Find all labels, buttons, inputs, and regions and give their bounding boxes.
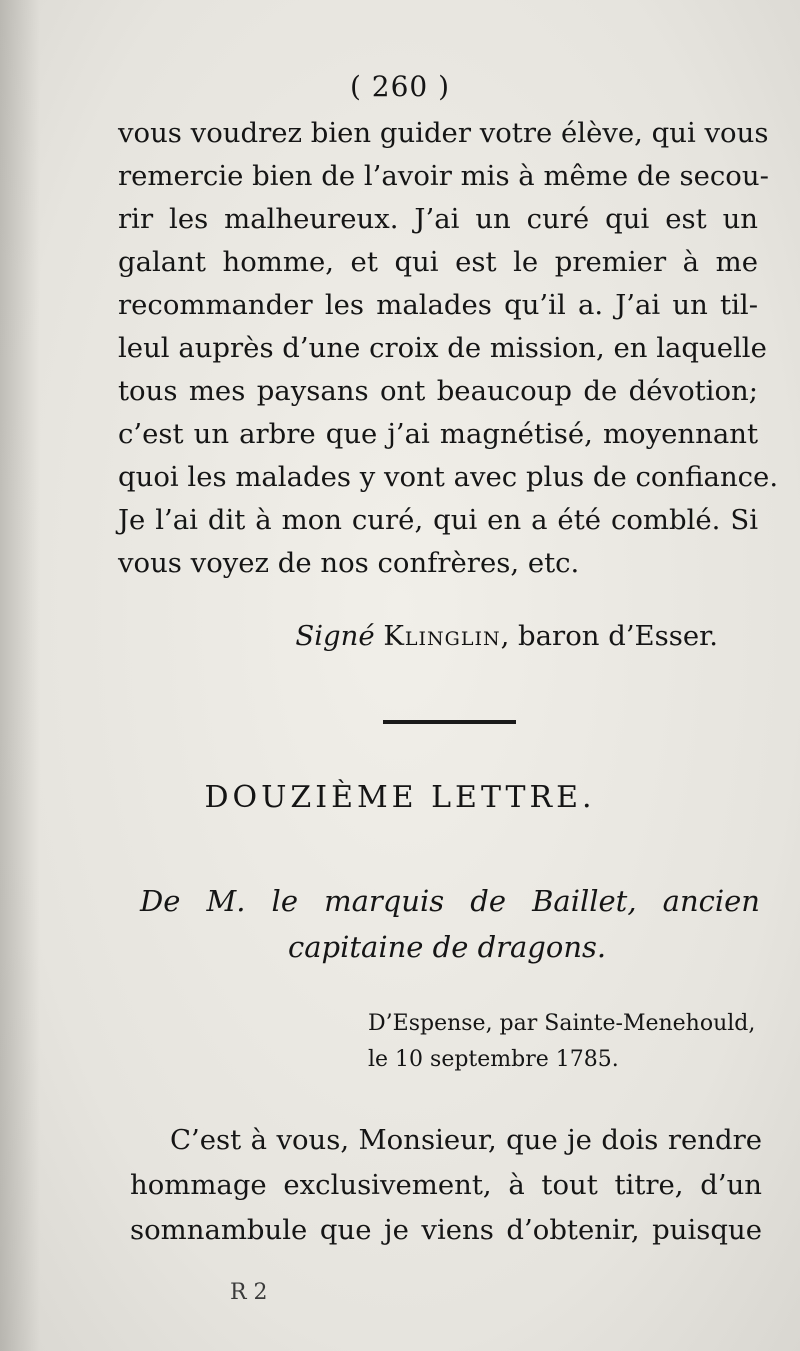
letter-signature <box>0 620 718 652</box>
sender-line: capitaine de dragons. <box>288 930 607 964</box>
page-gutter-shadow <box>0 0 40 1351</box>
text-line: somnambule que je viens d’obtenir, puisque <box>130 1214 762 1246</box>
section-divider <box>383 720 516 724</box>
letter-heading: DOUZIÈME LETTRE. <box>204 780 596 815</box>
sender-line: De M. le marquis de Baillet, ancien <box>140 884 760 918</box>
text-line: recommander les malades qu’il a. J’ai un til- <box>118 289 758 321</box>
dateline-date: le 10 septembre 1785. <box>368 1047 619 1072</box>
text-line: C’est à vous, Monsieur, que je dois rendre <box>170 1124 762 1156</box>
text-line: tous mes paysans ont beaucoup de dévotion; <box>118 375 758 407</box>
text-line: quoi les malades y vont avec plus de confiance. <box>118 461 779 493</box>
letter-dateline <box>368 1006 768 1078</box>
text-line: vous voudrez bien guider votre élève, qui vous <box>118 117 769 149</box>
paragraph-letter-start <box>130 1118 762 1253</box>
text-line: c’est un arbre que j’ai magnétisé, moyennant <box>118 418 758 450</box>
dateline-place: D’Espense, par Sainte-Menehould, <box>368 1011 756 1036</box>
text-line: leul auprès d’une croix de mission, en laquelle <box>118 332 767 364</box>
text-line: Je l’ai dit à mon curé, qui en a été comblé. Si <box>118 504 758 536</box>
paragraph-letter-end <box>118 112 779 585</box>
page-number: ( 260 ) <box>349 70 451 103</box>
signed-word: Signé <box>295 620 375 652</box>
letter-sender <box>140 878 760 970</box>
text-line: galant homme, et qui est le premier à me <box>118 246 758 278</box>
text-line: hommage exclusivement, à tout titre, d’un <box>130 1169 762 1201</box>
text-line: vous voyez de nos confrères, etc. <box>118 547 580 579</box>
signatory-title: , baron d’Esser. <box>500 620 718 652</box>
signature-mark: R 2 <box>230 1280 268 1305</box>
text-line: rir les malheureux. J’ai un curé qui est un <box>118 203 758 235</box>
text-line: remercie bien de l’avoir mis à même de secou- <box>118 160 769 192</box>
signatory-name: Klinglin <box>383 620 501 652</box>
